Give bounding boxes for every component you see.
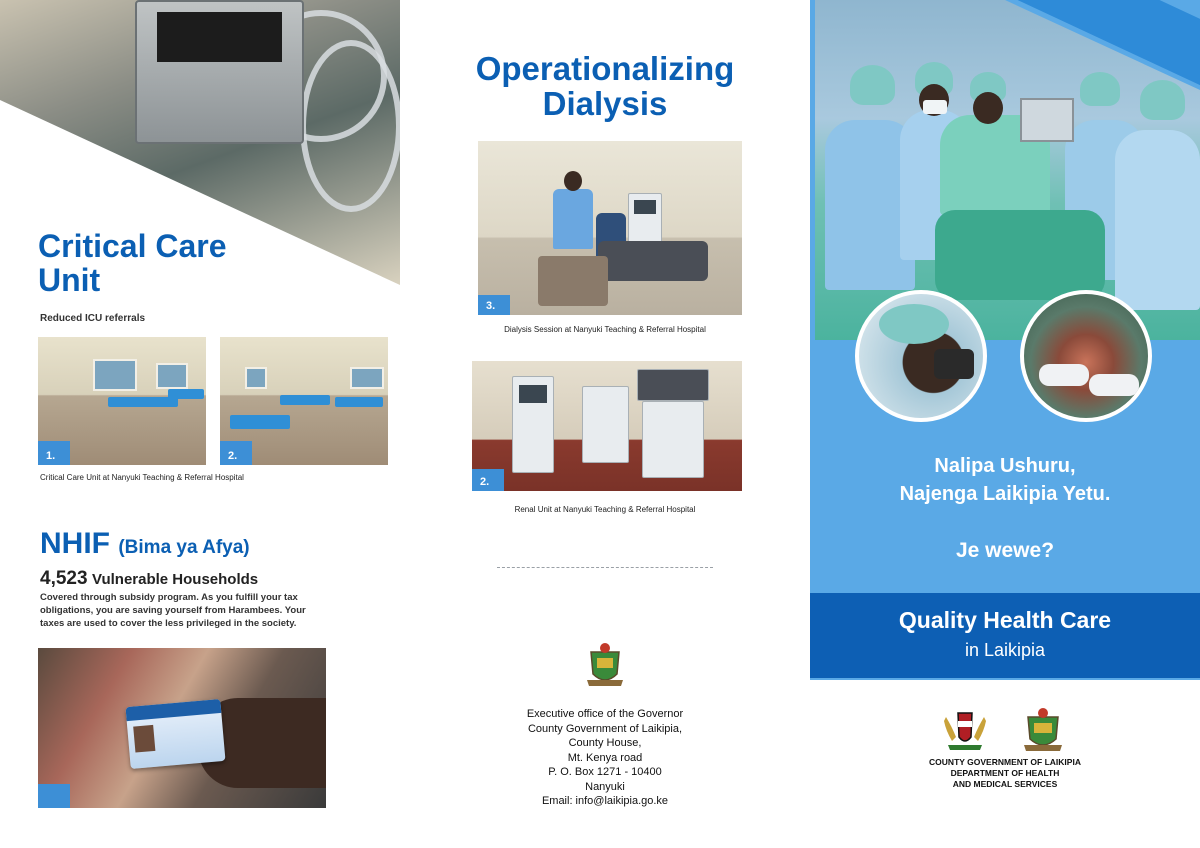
patient-bed bbox=[598, 241, 708, 281]
nhif-card-photo bbox=[38, 648, 326, 808]
gloved-hand bbox=[1039, 364, 1089, 386]
tube-decor bbox=[300, 40, 400, 212]
nhif-body-line: obligations, you are saving yourself from Harambees. Your bbox=[40, 604, 306, 616]
dialysis-title-line1: Operationalizing bbox=[475, 50, 735, 87]
nhif-card bbox=[125, 699, 225, 769]
department-footer bbox=[910, 757, 1100, 790]
machine-screen bbox=[634, 200, 656, 214]
laikipia-emblem-icon bbox=[1020, 705, 1066, 753]
photo-tag: 3. bbox=[478, 295, 510, 315]
renal-unit-photo bbox=[472, 361, 742, 491]
dialysis-title bbox=[400, 52, 810, 121]
critical-care-title bbox=[38, 230, 227, 297]
email-line[interactable]: Email: info@laikipia.go.ke bbox=[541, 795, 669, 807]
office-address bbox=[480, 707, 730, 809]
face bbox=[973, 92, 1003, 124]
dialysis-session-photo bbox=[478, 141, 742, 315]
band-subtitle: in Laikipia bbox=[964, 640, 1046, 660]
nhif-card-band bbox=[125, 699, 221, 721]
county-emblem-icon bbox=[583, 640, 627, 690]
surgical-cap bbox=[1080, 72, 1120, 106]
address-line: County House, bbox=[568, 737, 642, 749]
critical-care-title-line2: Unit bbox=[38, 261, 101, 298]
critical-care-title-line1: Critical Care bbox=[38, 228, 227, 264]
photo-tag: 1. bbox=[38, 441, 70, 465]
photo-tag: 2. bbox=[472, 469, 504, 491]
panel-left bbox=[0, 0, 400, 848]
slogan-line2: Najenga Laikipia Yetu. bbox=[899, 483, 1111, 505]
nurse-head bbox=[564, 171, 582, 191]
renal-machine bbox=[582, 386, 629, 463]
nhif-title-text: NHIF bbox=[40, 527, 110, 560]
monitor bbox=[1020, 98, 1074, 142]
window bbox=[245, 367, 267, 389]
footer-line: DEPARTMENT OF HEALTH bbox=[950, 768, 1060, 778]
address-line: Executive office of the Governor bbox=[526, 708, 684, 720]
nhif-title-sub: (Bima ya Afya) bbox=[118, 537, 250, 558]
window bbox=[156, 363, 188, 389]
nhif-count: 4,523 bbox=[40, 568, 88, 589]
nhif-card-face bbox=[133, 725, 155, 753]
icu-bed bbox=[168, 389, 204, 399]
footer-line: AND MEDICAL SERVICES bbox=[952, 779, 1058, 789]
window bbox=[350, 367, 384, 389]
chair bbox=[538, 256, 608, 306]
footer-line: COUNTY GOVERNMENT OF LAIKIPIA bbox=[929, 757, 1081, 767]
icu-ward-photo-1 bbox=[38, 337, 206, 465]
icu-bed bbox=[230, 415, 290, 429]
window bbox=[93, 359, 137, 391]
panel-cover bbox=[810, 0, 1200, 848]
band-title: Quality Health Care bbox=[898, 607, 1112, 633]
slogan-question: Je wewe? bbox=[955, 539, 1055, 562]
photo-tag: 2. bbox=[220, 441, 252, 465]
cover-slogan bbox=[810, 452, 1200, 508]
icu-bed bbox=[280, 395, 330, 405]
icu-ward-photo-2 bbox=[220, 337, 388, 465]
address-line: Nanyuki bbox=[585, 780, 625, 793]
surgeon-figure bbox=[1115, 130, 1200, 310]
critical-care-caption: Critical Care Unit at Nanyuki Teaching & Referral Hospital bbox=[40, 473, 244, 482]
photo-tag-blank bbox=[38, 784, 70, 808]
gloved-hand bbox=[1089, 374, 1139, 396]
surgical-cap bbox=[850, 65, 895, 105]
icu-bed bbox=[108, 397, 178, 407]
address-line: P. O. Box 1271 - 10400 bbox=[548, 766, 662, 778]
dialysis-title-line2: Dialysis bbox=[542, 84, 668, 122]
panel-middle bbox=[400, 0, 810, 848]
microscope bbox=[934, 349, 974, 379]
surgery-closeup-circle-photo bbox=[1020, 290, 1152, 422]
nhif-description bbox=[40, 592, 306, 630]
nhif-body-line: Covered through subsidy program. As you fulfill your tax bbox=[40, 592, 298, 603]
address-line: County Government of Laikipia, bbox=[527, 722, 683, 735]
monitor-pair bbox=[637, 369, 709, 401]
surgical-drape bbox=[935, 210, 1105, 300]
kenya-coat-of-arms-icon bbox=[942, 707, 988, 751]
nhif-title bbox=[40, 528, 250, 560]
slogan-line1: Nalipa Ushuru, bbox=[934, 455, 1076, 477]
microscope-circle-photo bbox=[855, 290, 987, 422]
divider bbox=[497, 567, 713, 568]
address-line: Mt. Kenya road bbox=[567, 751, 643, 764]
surgical-cap bbox=[879, 304, 949, 344]
ventilator-screen bbox=[157, 12, 282, 62]
ventilator-monitor bbox=[135, 0, 304, 144]
renal-caption: Renal Unit at Nanyuki Teaching & Referral Hospital bbox=[514, 505, 696, 514]
renal-machine bbox=[512, 376, 554, 473]
nhif-count-label: Vulnerable Households bbox=[92, 571, 259, 588]
nhif-count-line bbox=[40, 568, 258, 590]
quality-health-band bbox=[810, 593, 1200, 678]
renal-machine bbox=[642, 401, 704, 478]
dialysis-caption: Dialysis Session at Nanyuki Teaching & Referral Hospital bbox=[504, 325, 706, 334]
machine-screen bbox=[519, 385, 547, 403]
face-mask bbox=[923, 100, 947, 114]
nurse-figure bbox=[553, 189, 593, 249]
icu-bed bbox=[335, 397, 383, 407]
nhif-body-line: taxes are used to cover the less privileged in the society. bbox=[40, 617, 297, 629]
critical-care-subtitle: Reduced ICU referrals bbox=[40, 313, 146, 324]
surgical-cap bbox=[1140, 80, 1185, 120]
